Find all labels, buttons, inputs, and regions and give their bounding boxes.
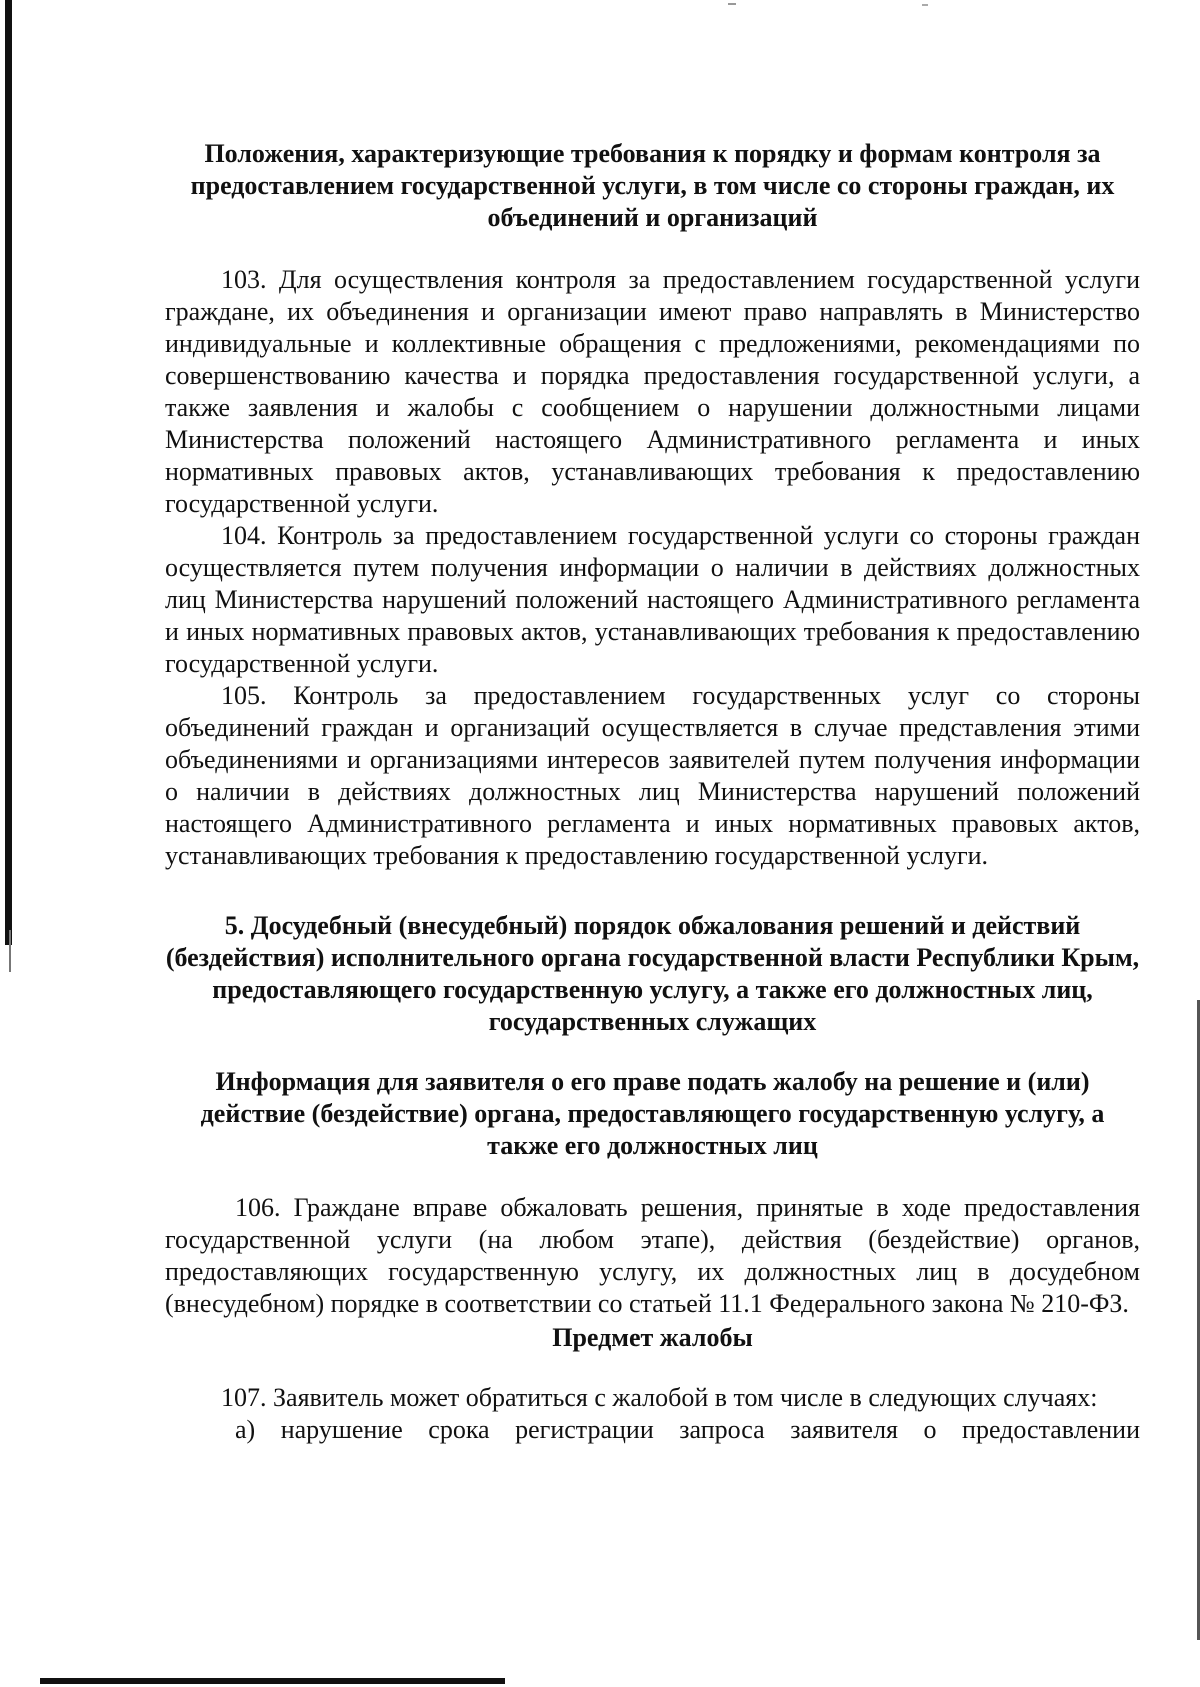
paragraph-106: 106. Граждане вправе обжаловать решения, принятые в ходе предоставления государственной услуги (на любом этапе), действия (бездействие) органов, предоставляющих государственную услугу, их должностных лиц в досудебном (внесудебном) порядке в соответствии со статьей 11.1 Федерального закона № 210-ФЗ. bbox=[165, 1193, 1140, 1318]
document-page bbox=[165, 138, 1140, 1446]
paragraph-107: 107. Заявитель может обратиться с жалобой в том числе в следующих случаях: bbox=[221, 1383, 1098, 1412]
heading-complaint-subject: Предмет жалобы bbox=[552, 1323, 753, 1352]
scan-border-left bbox=[5, 0, 12, 945]
paragraph-104: 104. Контроль за предоставлением государственной услуги со стороны граждан осуществляется путем получения информации о наличии в действиях должностных лиц Министерства нарушений положений настоящего Административного регламента и иных нормативных правовых актов, устанавливающих требования к предоставлению государственной услуги. bbox=[165, 521, 1140, 678]
scan-border-bottom bbox=[40, 1678, 505, 1684]
paragraph-105: 105. Контроль за предоставлением государственных услуг со стороны объединений граждан и организаций осуществляется в случае представления этими объединениями и организациями интересов заявителей путем получения информации о наличии в действиях должностных лиц Министерства нарушений положений настоящего Административного регламента и иных нормативных правовых актов, устанавливающих требования к предоставлению государственной услуги. bbox=[165, 681, 1140, 870]
paragraph-103: 103. Для осуществления контроля за предоставлением государственной услуги граждане, их объединения и организации имеют право направлять в Министерство индивидуальные и коллективные обращения с предложениями, рекомендациями по совершенствованию качества и порядка предоставления государственной услуги, а также заявления и жалобы с сообщением о нарушении должностными лицами Министерства положений настоящего Административного регламента и иных нормативных правовых актов, устанавливающих требования к предоставлению государственной услуги. bbox=[165, 265, 1140, 518]
scan-speck bbox=[728, 3, 736, 5]
heading-section-5: 5. Досудебный (внесудебный) порядок обжалования решений и действий (бездействия) исполнительного органа государственной власти Республики Крым, предоставляющего государственную услугу, а также его должностных лиц, государственных служащих bbox=[165, 911, 1140, 1036]
heading-complaint-info: Информация для заявителя о его праве подать жалобу на решение и (или) действие (бездействие) органа, предоставляющего государственную услугу, а также его должностных лиц bbox=[200, 1067, 1105, 1160]
heading-control-requirements: Положения, характеризующие требования к порядку и формам контроля за предоставлением государственной услуги, в том числе со стороны граждан, их объединений и организаций bbox=[190, 139, 1115, 232]
scan-speck bbox=[922, 4, 928, 6]
scan-mark-left bbox=[9, 930, 11, 972]
paragraph-107-a: а) нарушение срока регистрации запроса заявителя о предоставлении bbox=[235, 1415, 1140, 1444]
